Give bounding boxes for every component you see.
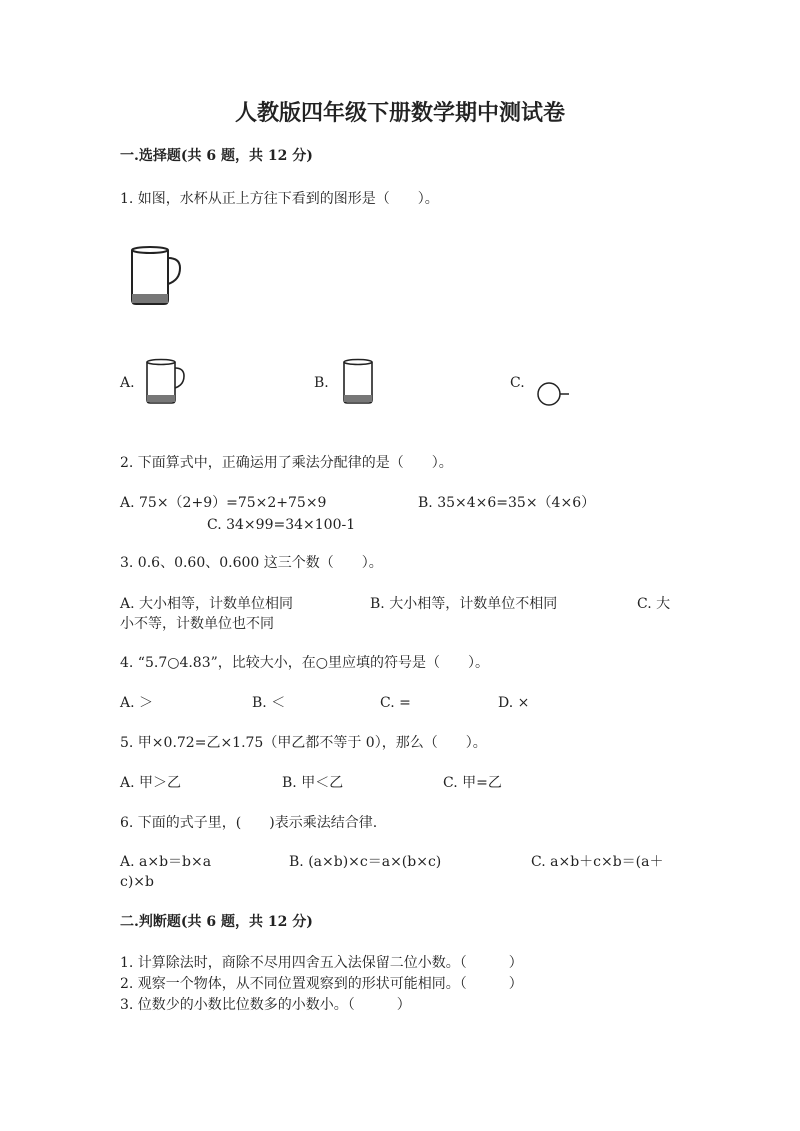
question-6-option-c[interactable]: C. a×b＋c×b＝(a＋ [531, 854, 664, 870]
question-6-stem: 6. 下面的式子里，( )表示乘法结合律. [120, 815, 378, 831]
question-5-stem: 5. 甲×0.72=乙×1.75（甲乙都不等于 0），那么（ ）。 [120, 735, 487, 751]
question-5-option-b[interactable]: B. 甲＜乙 [282, 775, 344, 791]
section-heading-judgement: 二.判断题(共 6 题，共 12 分) [120, 914, 313, 930]
cup-no-handle-icon [340, 358, 376, 406]
judgement-item-2: 2. 观察一个物体，从不同位置观察到的形状可能相同。（ ） [120, 976, 523, 992]
mug-icon [124, 244, 186, 308]
question-4-stem: 4. “5.7○4.83”，比较大小，在○里应填的符号是（ ）。 [120, 655, 489, 671]
question-3-stem: 3. 0.6、0.60、0.600 这三个数（ ）。 [120, 555, 383, 571]
question-3-option-c-continued: 小不等，计数单位也不同 [120, 616, 274, 632]
section-heading-choice: 一.选择题(共 6 题，共 12 分) [120, 148, 313, 164]
judgement-item-1: 1. 计算除法时，商除不尽用四舍五入法保留二位小数。（ ） [120, 955, 523, 971]
circle-with-handle-icon [536, 380, 572, 408]
question-6-option-b[interactable]: B. (a×b)×c＝a×(b×c) [289, 854, 442, 870]
judgement-item-3: 3. 位数少的小数比位数多的小数小。（ ） [120, 997, 411, 1013]
question-1-stem: 1. 如图，水杯从正上方往下看到的图形是（ ）。 [120, 191, 439, 207]
question-1-option-b[interactable]: B. [314, 375, 329, 391]
page-title: 人教版四年级下册数学期中测试卷 [234, 100, 565, 126]
question-6-option-a[interactable]: A. a×b＝b×a [120, 854, 212, 870]
question-4-option-d[interactable]: D. × [498, 695, 530, 711]
question-4-option-b[interactable]: B. ＜ [252, 695, 286, 711]
question-3-option-b[interactable]: B. 大小相等，计数单位不相同 [370, 596, 558, 612]
question-2-option-b[interactable]: B. 35×4×6=35×（4×6） [418, 495, 596, 511]
question-2-option-c[interactable]: C. 34×99=34×100-1 [207, 517, 356, 533]
question-6-option-c-continued: c)×b [120, 874, 154, 890]
question-3-option-a[interactable]: A. 大小相等，计数单位相同 [120, 596, 294, 612]
question-3-option-c[interactable]: C. 大 [637, 596, 671, 612]
mug-icon [143, 358, 187, 406]
question-5-option-a[interactable]: A. 甲＞乙 [120, 775, 182, 791]
question-1-option-a[interactable]: A. [120, 375, 135, 391]
question-2-stem: 2. 下面算式中，正确运用了乘法分配律的是（ ）。 [120, 455, 453, 471]
question-2-option-a[interactable]: A. 75×（2+9）=75×2+75×9 [120, 495, 327, 511]
question-1-option-c[interactable]: C. [510, 375, 525, 391]
question-5-option-c[interactable]: C. 甲=乙 [443, 775, 502, 791]
question-4-option-a[interactable]: A. ＞ [120, 695, 154, 711]
question-4-option-c[interactable]: C. = [380, 695, 411, 711]
